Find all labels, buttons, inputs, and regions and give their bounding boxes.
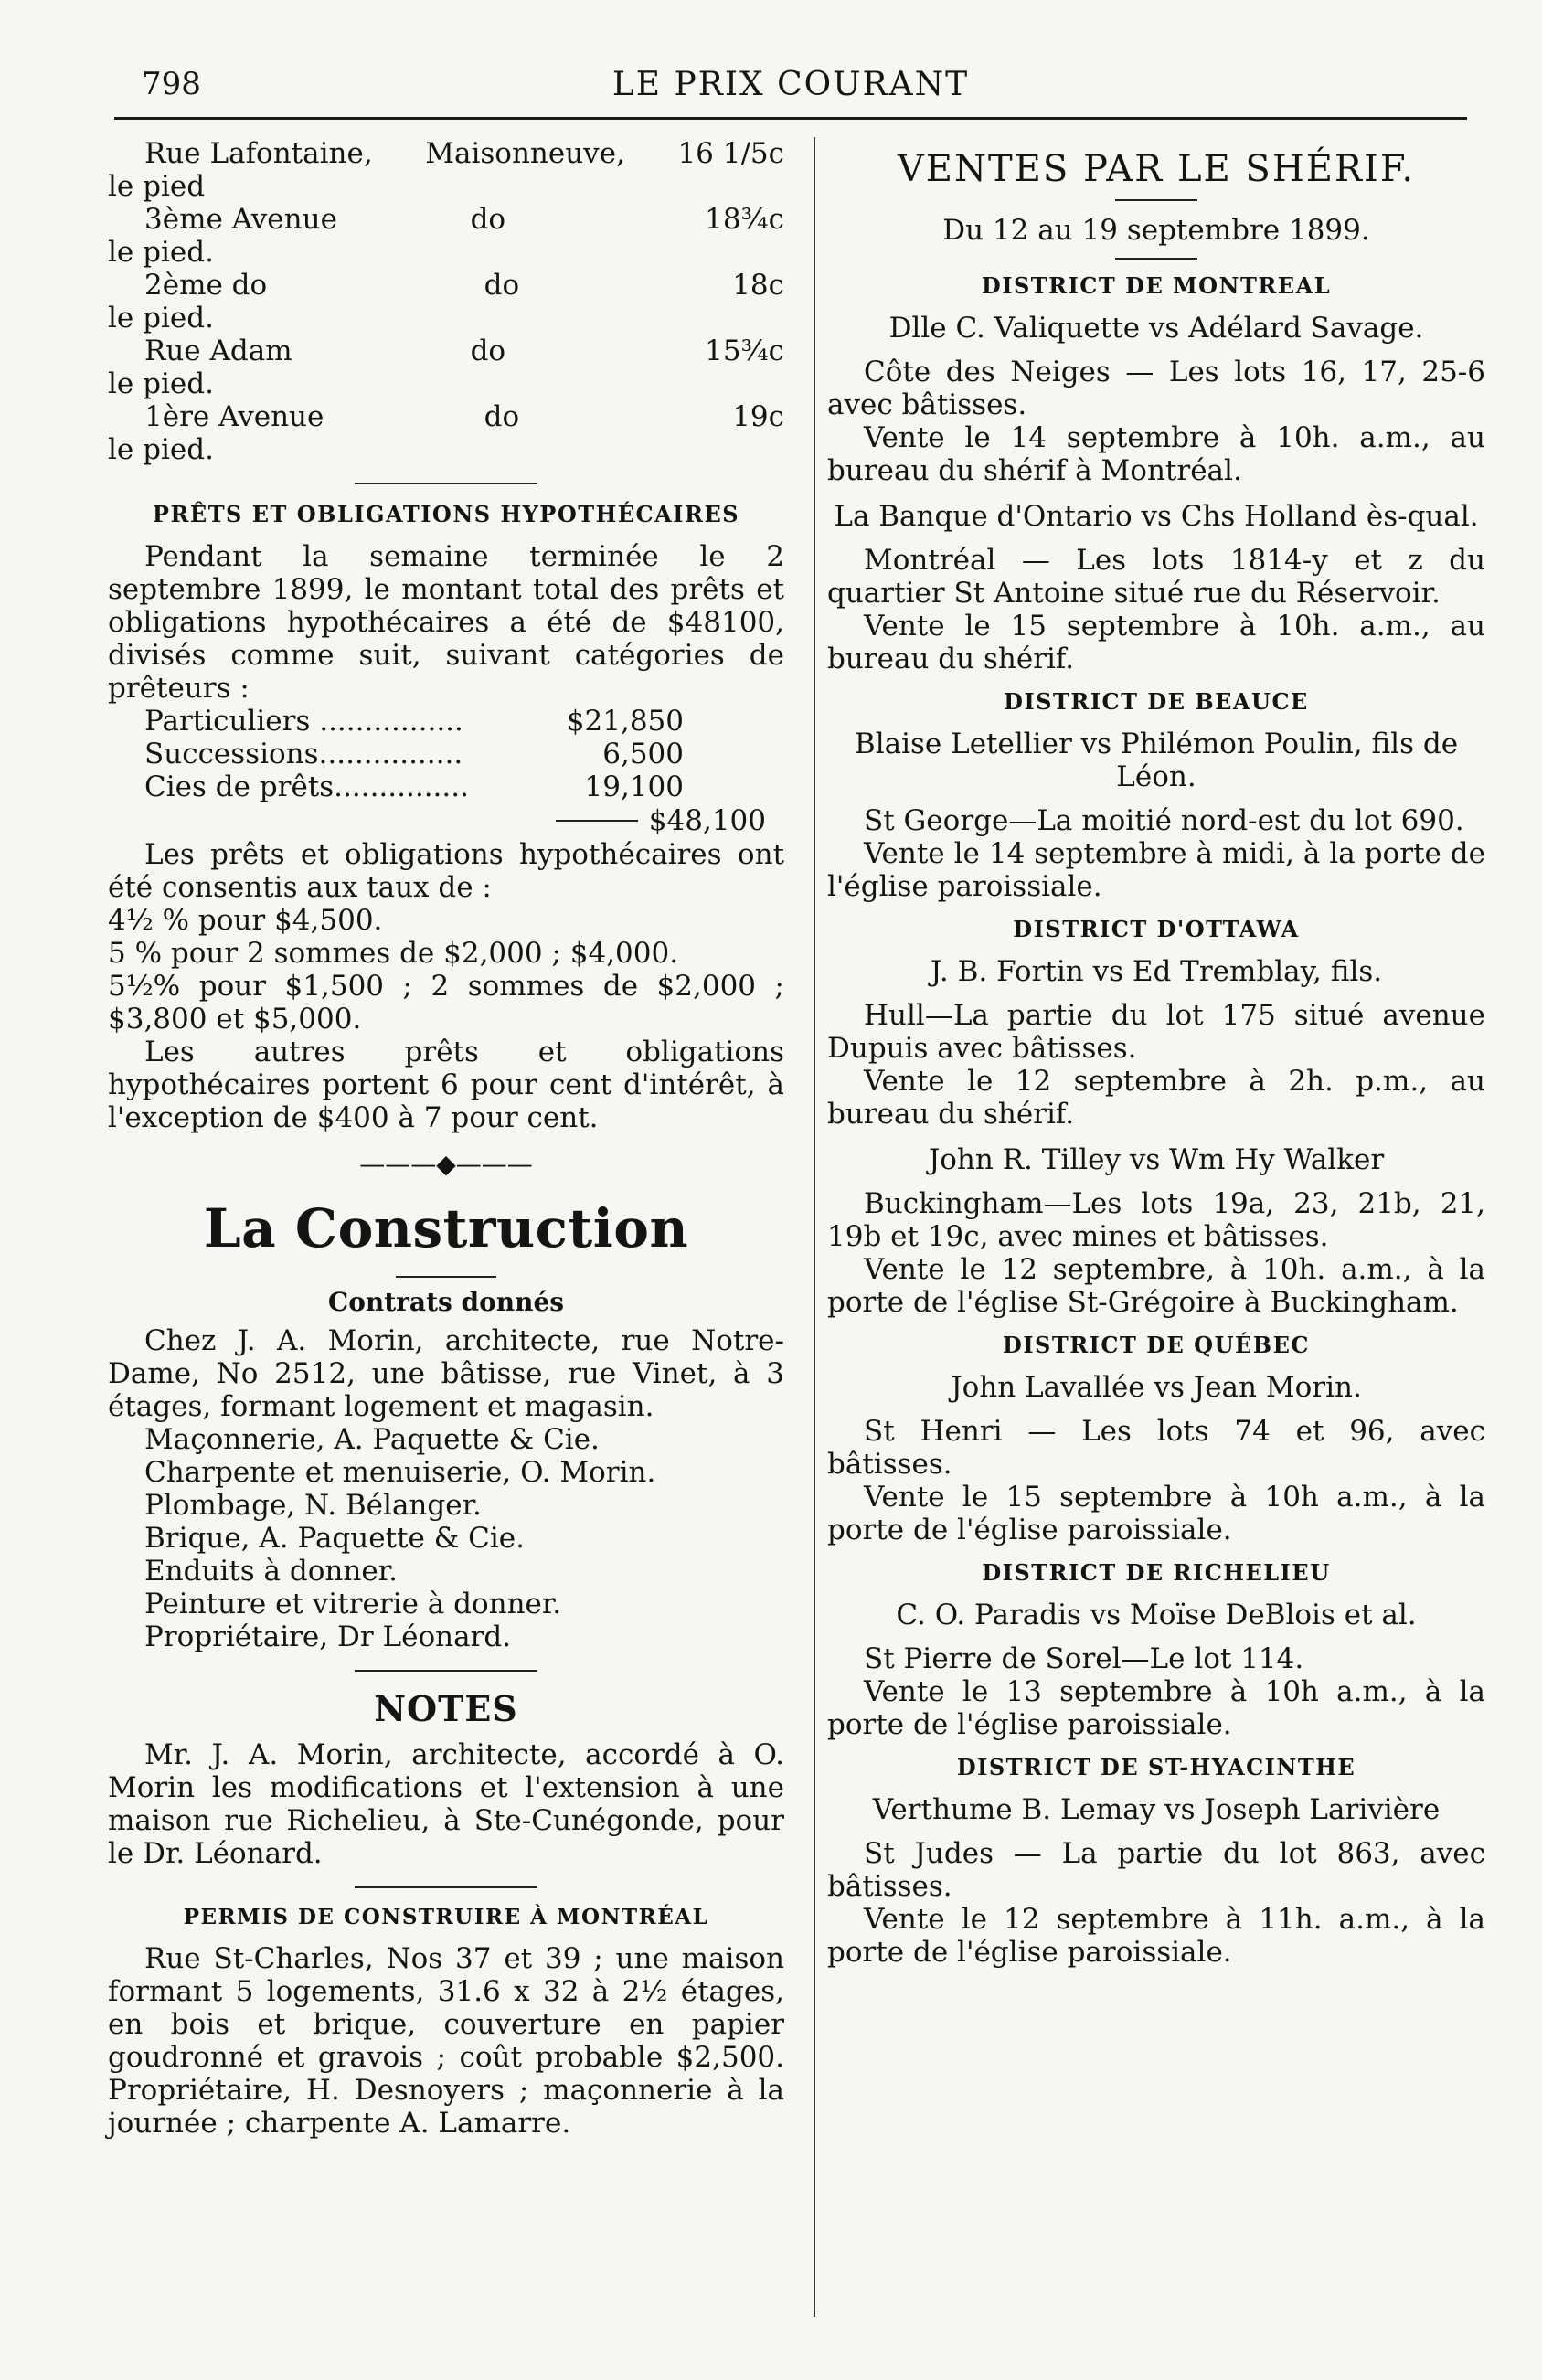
street-unit: le pied. bbox=[108, 302, 214, 335]
street-name: Rue Lafontaine, bbox=[144, 137, 373, 170]
case-sale: Vente le 14 septembre à 10h. a.m., au bureau du shérif à Montréal. bbox=[827, 421, 1485, 487]
district-section bbox=[827, 1332, 1485, 1546]
lenders-total-row bbox=[108, 803, 784, 838]
street-place: do bbox=[484, 269, 520, 302]
district-section bbox=[827, 1559, 1485, 1741]
case-lot: St Henri — Les lots 74 et 96, avec bâtisses. bbox=[827, 1415, 1485, 1481]
column-divider bbox=[814, 137, 815, 2317]
district-section bbox=[827, 272, 1485, 675]
case-parties: John R. Tilley vs Wm Hy Walker bbox=[928, 1143, 1385, 1176]
table-row bbox=[144, 705, 684, 738]
sales-dates: Du 12 au 19 septembre 1899. bbox=[942, 214, 1370, 247]
section-rule bbox=[355, 1886, 537, 1888]
list-item: Peinture et vitrerie à donner. bbox=[144, 1588, 562, 1620]
street-place: do bbox=[484, 400, 520, 433]
district-section bbox=[827, 1754, 1485, 1969]
lender-label: Successions................ bbox=[144, 738, 463, 770]
taux-line: 5 % pour 2 sommes de $2,000 ; $4,000. bbox=[108, 937, 679, 970]
notes-heading: NOTES bbox=[374, 1688, 518, 1729]
section-rule bbox=[355, 483, 537, 484]
street-price-list bbox=[108, 137, 784, 466]
total-dash bbox=[556, 820, 638, 822]
case-sale: Vente le 12 septembre à 11h. a.m., à la porte de l'église paroissiale. bbox=[827, 1903, 1485, 1969]
contrats-list bbox=[108, 1423, 784, 1653]
case-lot: St Judes — La partie du lot 863, avec bâtisses. bbox=[827, 1837, 1485, 1903]
table-row bbox=[144, 738, 684, 770]
street-entry bbox=[108, 137, 784, 203]
case-sale: Vente le 12 septembre, à 10h. a.m., à la porte de l'église St-Grégoire à Buckingham. bbox=[827, 1253, 1485, 1319]
lender-amount: 19,100 bbox=[584, 770, 684, 803]
lenders-total: $48,100 bbox=[648, 804, 766, 837]
sheriff-sales-title: VENTES PAR LE SHÉRIF. bbox=[897, 148, 1416, 190]
ornament-divider: ———◆——— bbox=[359, 1149, 533, 1179]
notes-text: Mr. J. A. Morin, architecte, accordé à O. Morin les modifications et l'extension à une maison rue Richelieu, à Ste-Cunégonde, pour le Dr. Léonard. bbox=[108, 1738, 784, 1870]
street-name: 3ème Avenue bbox=[144, 203, 337, 236]
case-lot: Montréal — Les lots 1814-y et z du quartier St Antoine situé rue du Réservoir. bbox=[827, 544, 1485, 610]
case-parties: John Lavallée vs Jean Morin. bbox=[951, 1371, 1362, 1404]
street-name: 1ère Avenue bbox=[144, 400, 324, 433]
section-rule bbox=[396, 1276, 496, 1278]
street-name: 2ème do bbox=[144, 269, 268, 302]
case-lot: Buckingham—Les lots 19a, 23, 21b, 21, 19b et 19c, avec mines et bâtisses. bbox=[827, 1187, 1485, 1253]
header-rule bbox=[114, 117, 1467, 120]
section-rule bbox=[1115, 258, 1197, 260]
street-unit: le pied. bbox=[108, 433, 214, 466]
permis-heading: PERMIS DE CONSTRUIRE À MONTRÉAL bbox=[183, 1905, 709, 1929]
case-sale: Vente le 12 septembre à 2h. p.m., au bureau du shérif. bbox=[827, 1065, 1485, 1131]
page-number: 798 bbox=[142, 66, 201, 102]
section-rule bbox=[355, 1670, 537, 1672]
list-item: Plombage, N. Bélanger. bbox=[144, 1489, 482, 1522]
district-heading: DISTRICT DE QUÉBEC bbox=[1003, 1332, 1310, 1358]
district-heading: DISTRICT D'OTTAWA bbox=[1013, 916, 1300, 942]
case-sale: Vente le 15 septembre à 10h. a.m., au bureau du shérif. bbox=[827, 610, 1485, 675]
street-price: 16 1/5c bbox=[677, 137, 784, 170]
taux-intro: Les prêts et obligations hypothécaires ont été consentis aux taux de : bbox=[108, 838, 784, 904]
street-entry bbox=[108, 269, 784, 335]
district-heading: DISTRICT DE RICHELIEU bbox=[982, 1559, 1331, 1586]
lenders-table bbox=[144, 705, 684, 803]
list-item: Propriétaire, Dr Léonard. bbox=[144, 1620, 512, 1653]
case-sale: Vente le 15 septembre à 10h a.m., à la porte de l'église paroissiale. bbox=[827, 1481, 1485, 1546]
street-place: Maisonneuve, bbox=[425, 137, 625, 170]
district-section bbox=[827, 688, 1485, 903]
construction-heading: La Construction bbox=[203, 1197, 689, 1259]
case-lot: St George—La moitié nord-est du lot 690. bbox=[864, 804, 1464, 837]
running-title: LE PRIX COURANT bbox=[611, 66, 970, 103]
table-row bbox=[144, 770, 684, 803]
street-price: 19c bbox=[732, 400, 784, 433]
district-heading: DISTRICT DE MONTREAL bbox=[981, 272, 1332, 299]
list-item: Charpente et menuiserie, O. Morin. bbox=[144, 1456, 656, 1489]
case-parties: Dlle C. Valiquette vs Adélard Savage. bbox=[888, 312, 1424, 345]
street-price: 15¾c bbox=[705, 335, 784, 367]
street-unit: le pied. bbox=[108, 367, 214, 400]
case-parties: Blaise Letellier vs Philémon Poulin, fils de Léon. bbox=[854, 728, 1459, 793]
case-parties: La Banque d'Ontario vs Chs Holland ès-qual. bbox=[834, 500, 1479, 533]
street-entry bbox=[108, 335, 784, 400]
taux-outro: Les autres prêts et obligations hypothécaires portent 6 pour cent d'intérêt, à l'exception de $400 à 7 pour cent. bbox=[108, 1036, 784, 1134]
case-sale: Vente le 14 septembre à midi, à la porte de l'église paroissiale. bbox=[827, 837, 1485, 903]
taux-line: 5½% pour $1,500 ; 2 sommes de $2,000 ; $3,800 et $5,000. bbox=[108, 970, 784, 1036]
street-entry bbox=[108, 400, 784, 466]
street-name: Rue Adam bbox=[144, 335, 292, 367]
section-rule bbox=[1115, 199, 1197, 201]
street-price: 18c bbox=[732, 269, 784, 302]
case-lot: Hull—La partie du lot 175 situé avenue Dupuis avec bâtisses. bbox=[827, 999, 1485, 1065]
case-lot: Côte des Neiges — Les lots 16, 17, 25-6 avec bâtisses. bbox=[827, 356, 1485, 421]
prets-intro: Pendant la semaine terminée le 2 septembre 1899, le montant total des prêts et obligations hypothécaires a été de $48100, divisés comme suit, suivant catégories de prêteurs : bbox=[108, 540, 784, 705]
list-item: Enduits à donner. bbox=[144, 1555, 398, 1588]
street-place: do bbox=[470, 203, 506, 236]
right-column bbox=[827, 137, 1485, 1969]
case-sale: Vente le 13 septembre à 10h a.m., à la porte de l'église paroissiale. bbox=[827, 1675, 1485, 1741]
left-column bbox=[108, 137, 784, 2140]
lender-label: Particuliers ................ bbox=[144, 705, 463, 738]
case-parties: Verthume B. Lemay vs Joseph Larivière bbox=[872, 1793, 1441, 1826]
list-item: Maçonnerie, A. Paquette & Cie. bbox=[144, 1423, 600, 1456]
taux-line: 4½ % pour $4,500. bbox=[108, 904, 383, 937]
case-parties: C. O. Paradis vs Moïse DeBlois et al. bbox=[896, 1599, 1417, 1631]
list-item: Brique, A. Paquette & Cie. bbox=[144, 1522, 525, 1555]
street-price: 18¾c bbox=[705, 203, 784, 236]
lender-label: Cies de prêts............... bbox=[144, 770, 469, 803]
contrats-heading: Contrats donnés bbox=[327, 1287, 565, 1317]
permis-text: Rue St-Charles, Nos 37 et 39 ; une maison formant 5 logements, 31.6 x 32 à 2½ étages, en bois et brique, couverture en papier goudronné et gravois ; coût probable $2,500. Propriétaire, H. Desnoyers ; maçonnerie à la journée ; charpente A. Lamarre. bbox=[108, 1942, 784, 2140]
district-heading: DISTRICT DE ST-HYACINTHE bbox=[956, 1754, 1356, 1780]
case-lot: St Pierre de Sorel—Le lot 114. bbox=[864, 1642, 1304, 1675]
lender-amount: 6,500 bbox=[602, 738, 684, 770]
street-entry bbox=[108, 203, 784, 269]
street-unit: le pied bbox=[108, 170, 206, 203]
street-place: do bbox=[470, 335, 506, 367]
street-unit: le pied. bbox=[108, 236, 214, 269]
district-heading: DISTRICT DE BEAUCE bbox=[1004, 688, 1309, 715]
contrats-intro: Chez J. A. Morin, architecte, rue Notre-Dame, No 2512, une bâtisse, rue Vinet, à 3 étages, formant logement et magasin. bbox=[108, 1324, 784, 1423]
page-header bbox=[114, 57, 1467, 112]
prets-heading: PRÊTS ET OBLIGATIONS HYPOTHÉCAIRES bbox=[152, 501, 740, 527]
lender-amount: $21,850 bbox=[566, 705, 684, 738]
district-section bbox=[827, 916, 1485, 1319]
case-parties: J. B. Fortin vs Ed Tremblay, fils. bbox=[930, 955, 1383, 988]
